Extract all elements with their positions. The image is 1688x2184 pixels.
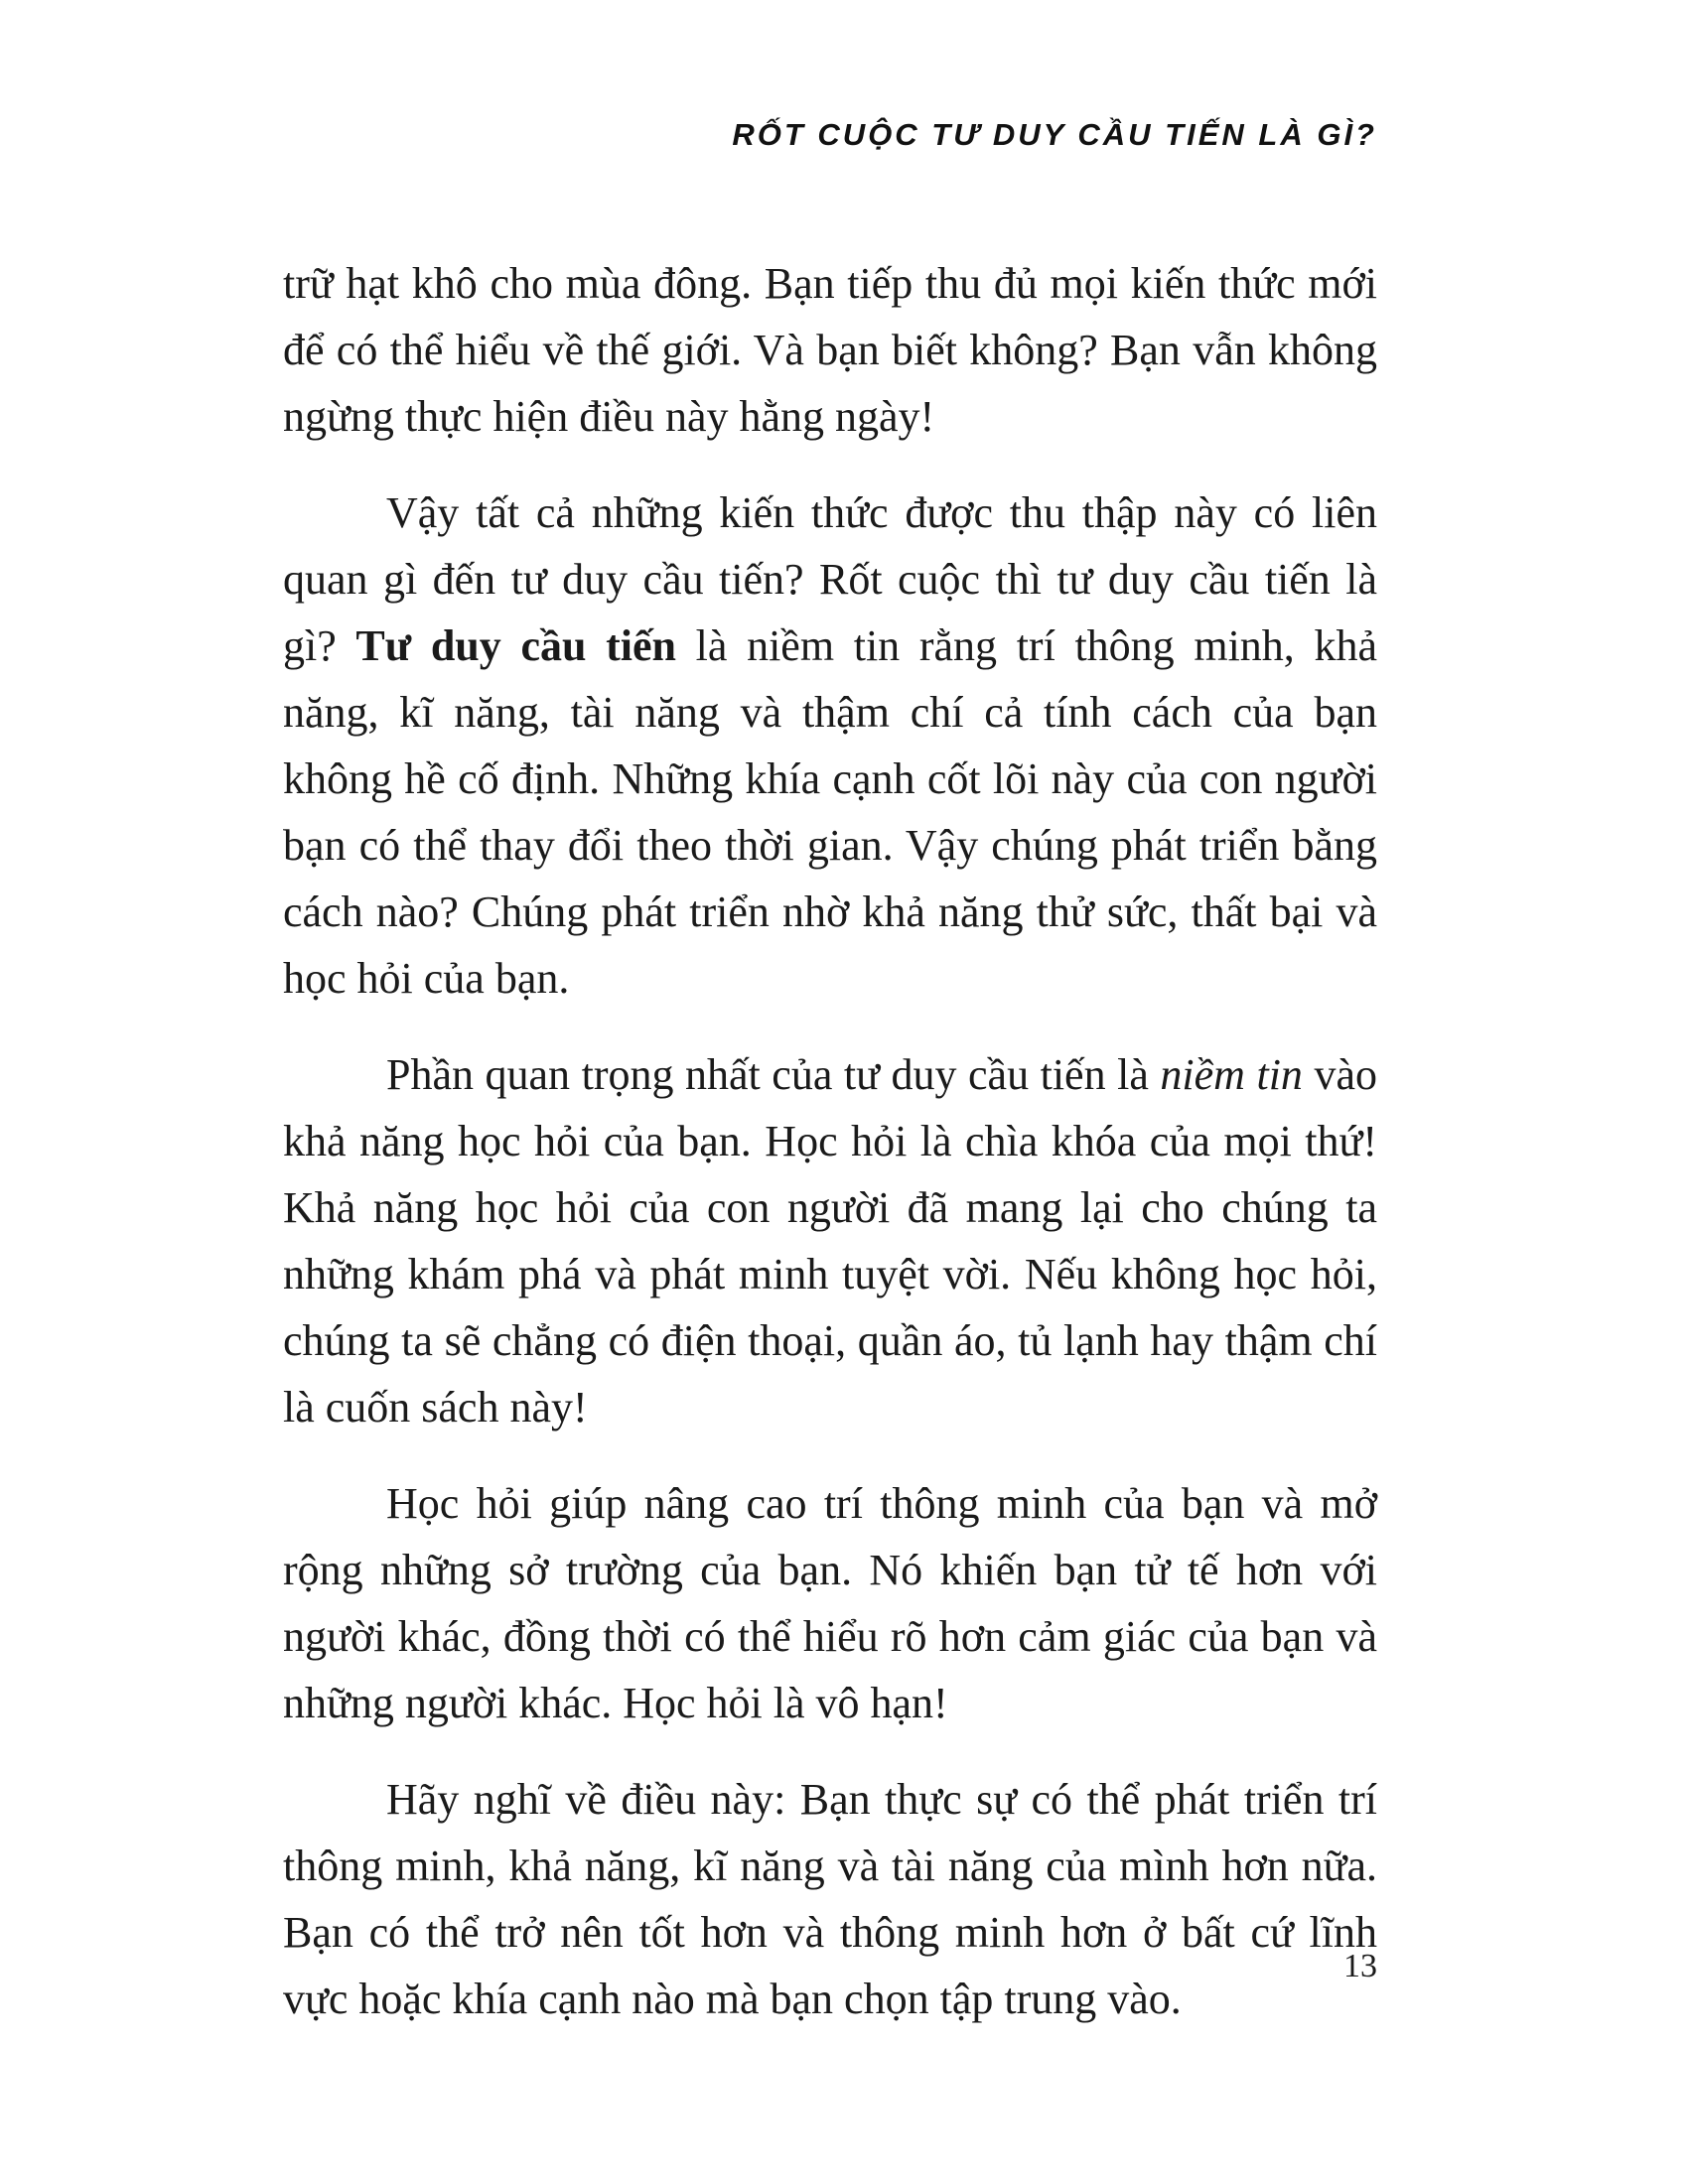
page-body: [283, 250, 1377, 2032]
text-run-italic: niềm tin: [1160, 1050, 1303, 1099]
text-run: Vậy tất cả những kiến thức được thu thập này có liên quan gì đến tư duy cầu tiến? Rốt cuộc thì tư duy cầu tiến là gì?: [283, 488, 1377, 670]
paragraph: [283, 1470, 1377, 1736]
text-run: Phần quan trọng nhất của tư duy cầu tiến là: [386, 1050, 1161, 1099]
text-run-bold: Tư duy cầu tiến: [355, 621, 676, 670]
text-run: Hãy nghĩ về điều này: Bạn thực sự có thể phát triển trí thông minh, khả năng, kĩ năng và tài năng của mình hơn nữa. Bạn có thể trở nên tốt hơn và thông minh hơn ở bất cứ lĩnh vực hoặc khía cạnh nào mà bạn chọn tập trung vào.: [283, 1775, 1377, 2023]
text-run: Học hỏi giúp nâng cao trí thông minh của bạn và mở rộng những sở trường của bạn. Nó khiến bạn tử tế hơn với người khác, đồng thời có thể hiểu rõ hơn cảm giác của bạn và những người khác. Học hỏi là vô hạn!: [283, 1479, 1377, 1727]
text-run: vào khả năng học hỏi của bạn. Học hỏi là chìa khóa của mọi thứ! Khả năng học hỏi của con người đã mang lại cho chúng ta những khám phá và phát minh tuyệt vời. Nếu không học hỏi, chúng ta sẽ chẳng có điện thoại, quần áo, tủ lạnh hay thậm chí là cuốn sách này!: [283, 1050, 1377, 1432]
page-number: 13: [1343, 1948, 1377, 1984]
text-run: trữ hạt khô cho mùa đông. Bạn tiếp thu đủ mọi kiến thức mới để có thể hiểu về thế giới. Và bạn biết không? Bạn vẫn không ngừng thực hiện điều này hằng ngày!: [283, 259, 1377, 441]
running-header: RỐT CUỘC TƯ DUY CẦU TIẾN LÀ GÌ?: [732, 117, 1377, 152]
text-run: là niềm tin rằng trí thông minh, khả năng, kĩ năng, tài năng và thậm chí cả tính cách của bạn không hề cố định. Những khía cạnh cốt lõi này của con người bạn có thể thay đổi theo thời gian. Vậy chúng phát triển bằng cách nào? Chúng phát triển nhờ khả năng thử sức, thất bại và học hỏi của bạn.: [283, 621, 1377, 1003]
paragraph: [283, 250, 1377, 450]
paragraph: [283, 1766, 1377, 2032]
paragraph: [283, 479, 1377, 1012]
paragraph: [283, 1041, 1377, 1440]
